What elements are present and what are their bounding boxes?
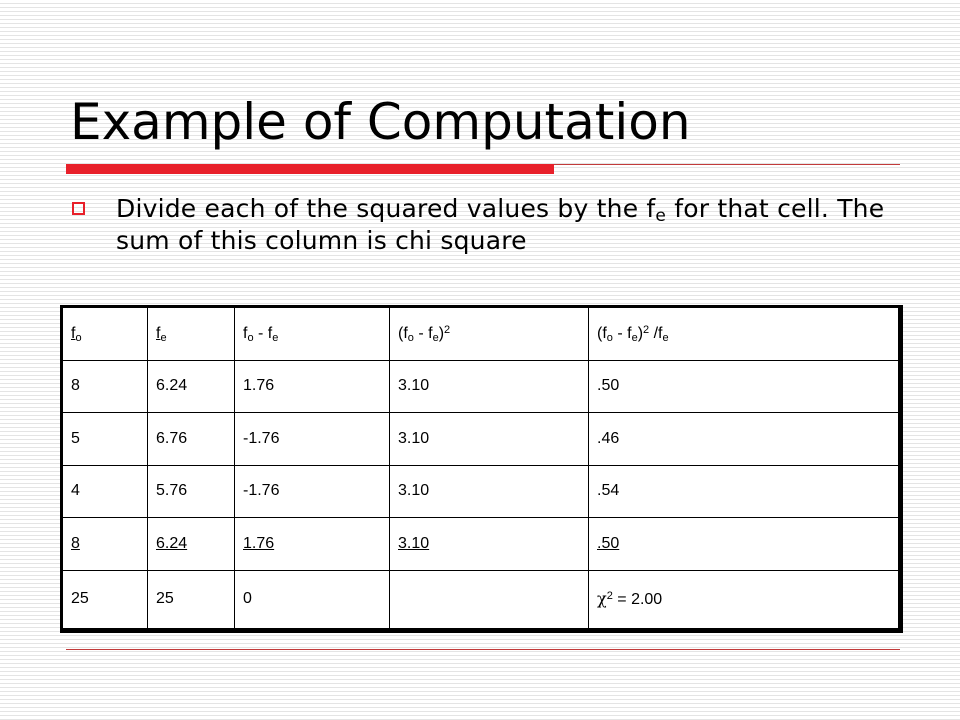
square-bullet-icon [72,202,85,215]
total-empty [390,570,589,628]
slide-title: Example of Computation [70,93,691,151]
header-fo-minus-fe: $f_o - f_e$ [235,308,390,361]
table-cell: 6.76 [148,413,235,466]
total-fo: 25 [63,570,148,628]
total-diff: 0 [235,570,390,628]
header-squared-diff: $(f_o - f_e)^2$ [390,308,589,361]
table-row-underlined [63,518,899,571]
table-cell: 3.10 [390,518,589,571]
table-row [63,413,899,466]
bullet-subscript: e [655,206,667,226]
table-cell: 1.76 [235,518,390,571]
total-fe: 25 [148,570,235,628]
chi-square-total: $\chi^2 = 2.00$ [589,570,899,628]
table-cell: 1.76 [235,360,390,413]
header-fe: $f_e$ [148,308,235,361]
table-cell: .50 [589,518,899,571]
table-row [63,465,899,518]
bullet-text [116,193,886,257]
header-squared-diff-over-fe: $(f_o - f_e)^2$ $/f_e$ [589,308,899,361]
table-row [63,360,899,413]
table-totals-row [63,570,899,628]
table-header-row [63,308,899,361]
table-cell: -1.76 [235,413,390,466]
table-cell: 5.76 [148,465,235,518]
table-cell: 8 [63,360,148,413]
table-cell: .54 [589,465,899,518]
table-cell: .50 [589,360,899,413]
table-cell: .46 [589,413,899,466]
footer-rule-line [66,649,900,650]
table-cell: 8 [63,518,148,571]
title-accent-bar [66,164,554,174]
table-cell: 4 [63,465,148,518]
table-cell: 3.10 [390,413,589,466]
table-cell: 6.24 [148,518,235,571]
table-cell: 5 [63,413,148,466]
table-cell: 3.10 [390,465,589,518]
bullet-text-before: Divide each of the squared values by the f [116,194,656,223]
bullet-text-after: for that cell. The sum of this column is chi square [116,194,885,255]
header-fo: $f_o$ [63,308,148,361]
table-cell: 3.10 [390,360,589,413]
table-cell: -1.76 [235,465,390,518]
computation-table [60,305,903,633]
table-cell: 6.24 [148,360,235,413]
